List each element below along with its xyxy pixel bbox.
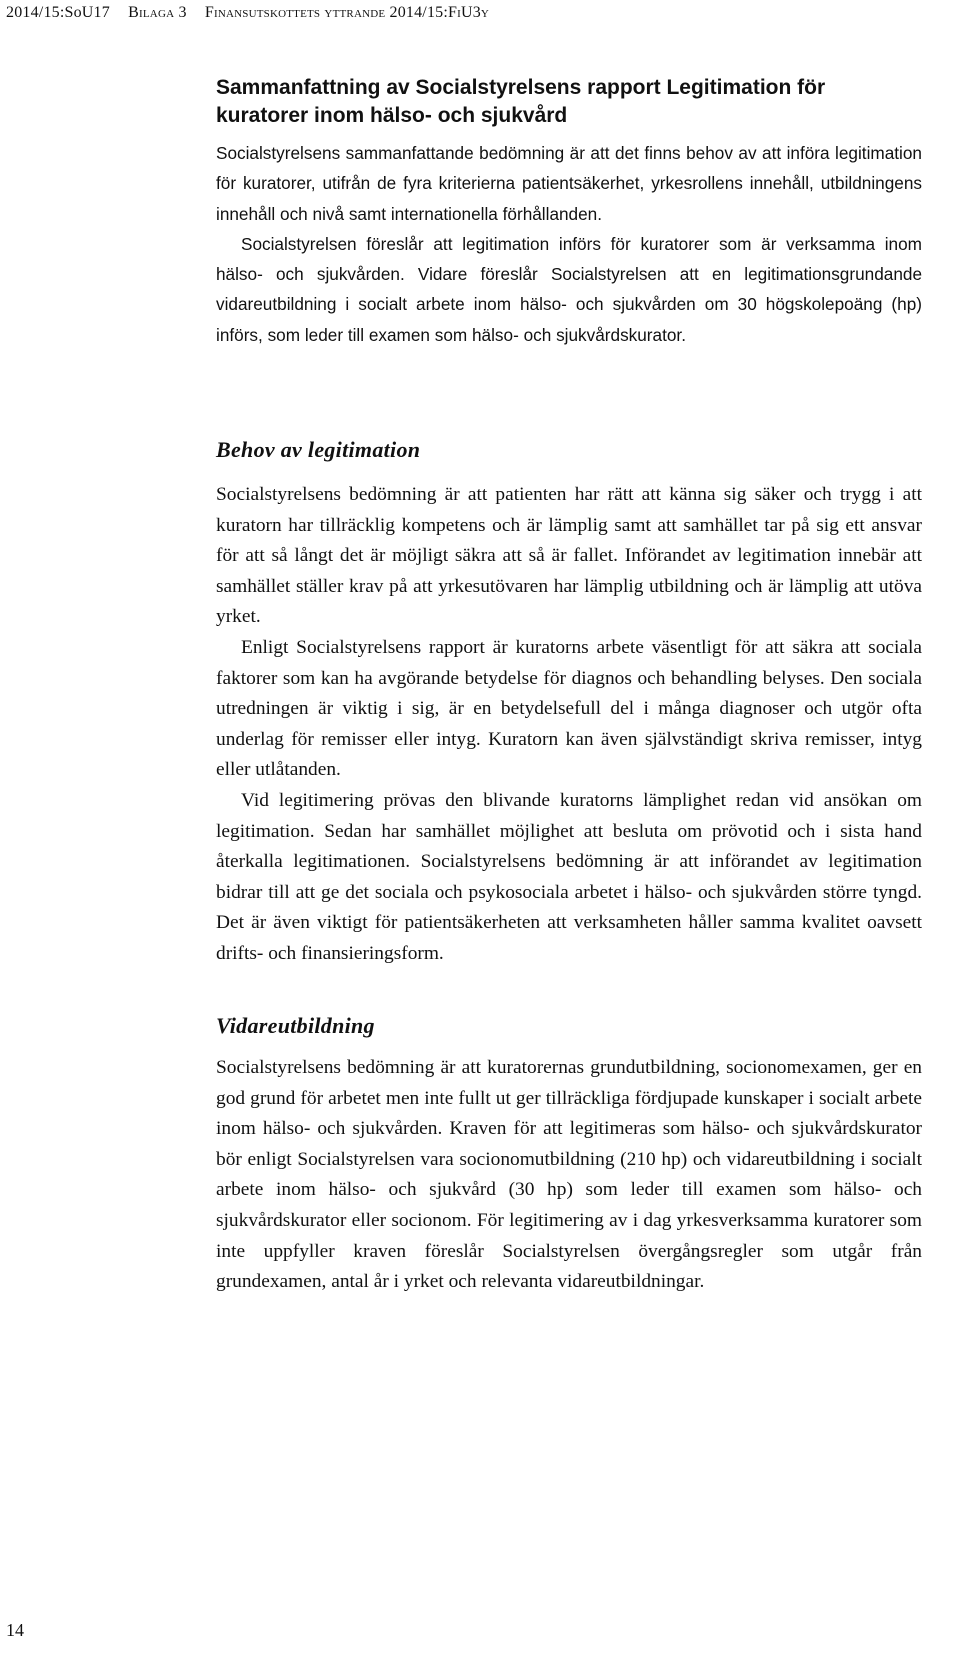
section-heading-vidareutbildning: Vidareutbildning xyxy=(216,1013,375,1038)
header-yttrande: Finansutskottets yttrande 2014/15:FiU3y xyxy=(204,4,490,21)
behov-paragraph-2: Enligt Socialstyrelsens rapport är kuratorns arbete väsentligt för att säkra att sociala faktorer som kan ha avgörande betydelse för diagnos och behandling belyses. Den sociala utredningen är viktig i sig, är en betydelsefull del i många diagnoser och utgör ofta underlag för remisser eller intyg. Kuratorn kan även självständigt skriva remisser, intyg eller utlåtanden. xyxy=(216,636,922,781)
summary-section xyxy=(216,138,922,350)
vidareutbildning-paragraph-1: Socialstyrelsens bedömning är att kuratorernas grundutbildning, socionomexamen, ger en god grund för arbetet men inte fullt ut ger tillräckliga fördjupade kunskaper i socialt arbete inom hälso- och sjukvården. Kraven för att legitimeras som hälso- och sjukvårdskurator bör enligt Socialstyrelsen vara socionomutbildning (210 hp) och vidareutbildning i socialt arbete inom hälso- och sjukvård (30 hp) som leder till examen som hälso- och sjukvårdskurator eller socionom. För legitimering av i dag yrkesverksamma kuratorer som inte uppfyller kraven föreslår Socialstyrelsen övergångsregler som utgår från grundexamen, antal år i yrket och relevanta vidareutbildningar. xyxy=(216,1057,922,1293)
header-bilaga: Bilaga 3 xyxy=(128,4,187,21)
behov-paragraph-3: Vid legitimering prövas den blivande kuratorns lämplighet redan vid ansökan om legitimation. Sedan har samhället möjlighet att besluta om prövotid och i sista hand återkalla legitimationen. Socialstyrelsens bedömning är att införandet av legitimation bidrar till att ge det sociala och psykosociala arbetet i hälso- och sjukvården större tyngd. Det är även viktigt för patientsäkerheten att verksamheten håller samma kvalitet oavsett drifts- och finansieringsform. xyxy=(216,789,922,964)
summary-paragraph-2: Socialstyrelsen föreslår att legitimation införs för kuratorer som är verksamma inom hälso- och sjukvården. Vidare föreslår Socialstyrelsen att en legitimationsgrundande vidareutbildning i socialt arbete inom hälso- och sjukvården om 30 högskolepoäng (hp) införs, som leder till examen som hälso- och sjukvårdskurator. xyxy=(216,233,922,345)
behov-paragraph-1: Socialstyrelsens bedömning är att patienten har rätt att känna sig säker och trygg i att kuratorn har tillräcklig kompetens och är lämplig samt att samhället tar på sig ett ansvar för att så långt det är möjligt säkra att så är fallet. Införandet av legitimation innebär att samhället ställer krav på att yrkesutövaren har lämplig utbildning och är lämplig att utöva yrket. xyxy=(216,484,922,628)
summary-paragraph-1: Socialstyrelsens sammanfattande bedömning är att det finns behov av att införa legitimation för kuratorer, utifrån de fyra kriterierna patientsäkerhet, yrkesrollens innehåll, utbildningens innehåll och nivå samt internationella förhållanden. xyxy=(216,143,922,224)
page-title: Sammanfattning av Socialstyrelsens rapport Legitimation för kuratorer inom hälso- och sjukvård xyxy=(216,76,826,127)
header-ref: 2014/15:SoU17 xyxy=(6,4,110,21)
section-vidareutbildning xyxy=(216,1053,922,1298)
running-header xyxy=(6,4,503,22)
section-behov xyxy=(216,480,922,970)
page-number: 14 xyxy=(6,1620,24,1640)
section-heading-behov: Behov av legitimation xyxy=(216,437,421,462)
